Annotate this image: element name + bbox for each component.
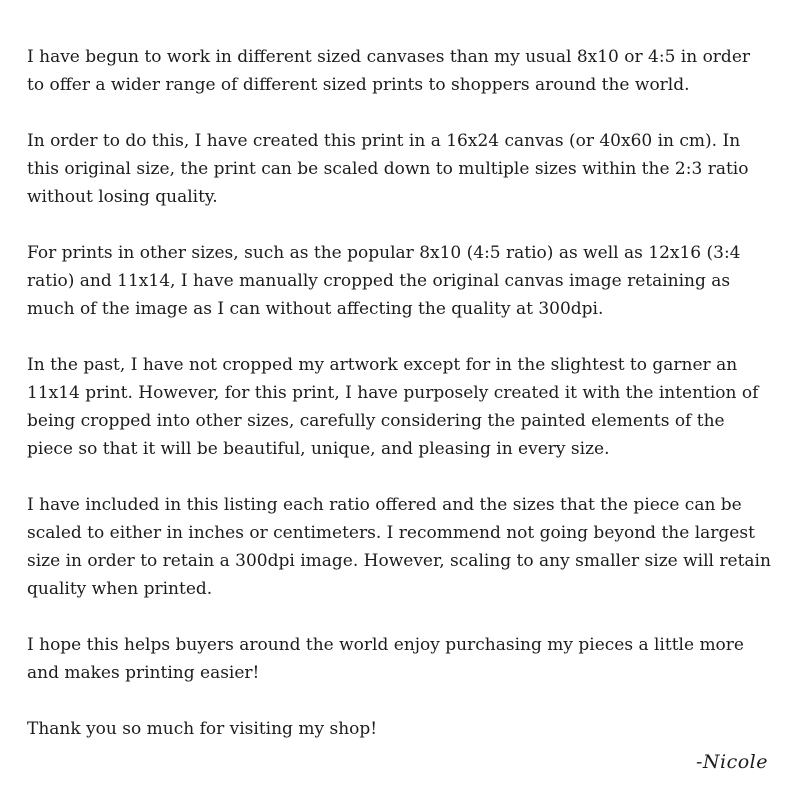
- paragraph-ratios-listing: I have included in this listing each ratio offered and the sizes that the piece can be scaled to either in inches or centimeters. I recommend not going beyond the largest size in order to retain a 300dpi image. However, scaling to any smaller size will retain quality when printed.: [27, 495, 771, 599]
- paragraph-canvas-sizes: I have begun to work in different sized canvases than my usual 8x10 or 4:5 in order to offer a wider range of different sized prints to shoppers around the world.: [27, 47, 751, 95]
- paragraph-thanks: Thank you so much for visiting my shop!: [27, 719, 378, 739]
- signature: -Nicole: [695, 751, 768, 773]
- paragraph-hope: I hope this helps buyers around the world enjoy purchasing my pieces a little more and makes printing easier!: [27, 635, 744, 683]
- paragraph-cropping: In the past, I have not cropped my artwork except for in the slightest to garner an 11x14 print. However, for this print, I have purposely created it with the intention of being cropped into other sizes, carefully considering the painted elements of the piece so that it will be beautiful, unique, and pleasing in every size.: [27, 355, 759, 459]
- paragraph-original-size: In order to do this, I have created this print in a 16x24 canvas (or 40x60 in cm). In this original size, the print can be scaled down to multiple sizes within the 2:3 ratio without losing quality.: [27, 131, 749, 207]
- letter-body: [27, 43, 772, 743]
- paragraph-other-sizes: For prints in other sizes, such as the popular 8x10 (4:5 ratio) as well as 12x16 (3:4 ratio) and 11x14, I have manually cropped the original canvas image retaining as much of the image as I can without affecting the quality at 300dpi.: [27, 243, 741, 319]
